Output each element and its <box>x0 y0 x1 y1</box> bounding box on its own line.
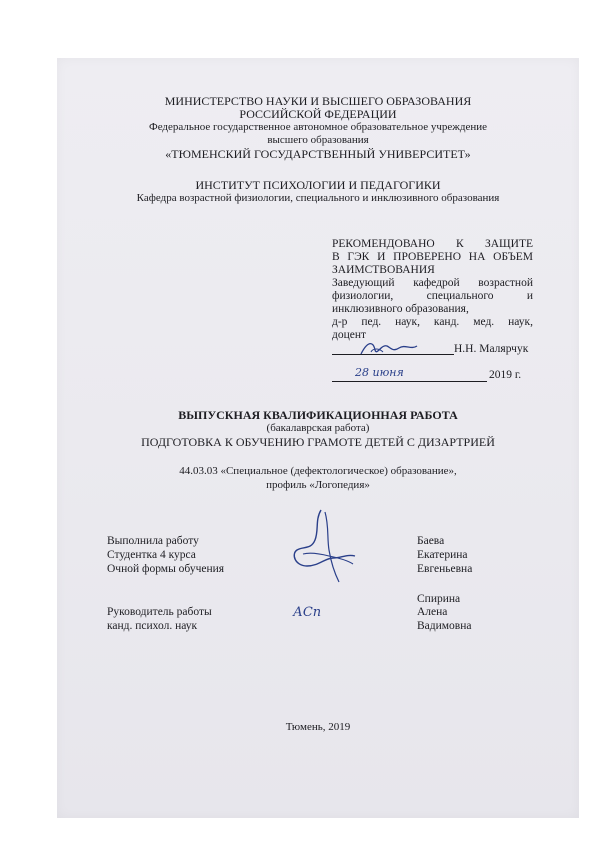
institution-line-2: высшего образования <box>267 134 369 146</box>
approval-line-3: ЗАИМСТВОВАНИЯ <box>332 264 435 276</box>
university-name: «ТЮМЕНСКИЙ ГОСУДАРСТВЕННЫЙ УНИВЕРСИТЕТ» <box>165 147 471 161</box>
approval-line-1: РЕКОМЕНДОВАНО К ЗАЩИТЕ <box>332 238 533 250</box>
student-label-3: Очной формы обучения <box>107 563 225 575</box>
work-title: ВЫПУСКНАЯ КВАЛИФИКАЦИОННАЯ РАБОТА <box>178 408 458 422</box>
approval-line-7: д-р пед. наук, канд. мед. наук, <box>332 316 533 328</box>
student-label-2: Студентка 4 курса <box>107 549 196 561</box>
ministry-line-1: МИНИСТЕРСТВО НАУКИ И ВЫСШЕГО ОБРАЗОВАНИЯ <box>164 94 472 108</box>
program-code: 44.03.03 «Специальное (дефектологическое) образование», <box>179 465 457 477</box>
work-topic: ПОДГОТОВКА К ОБУЧЕНИЮ ГРАМОТЕ ДЕТЕЙ С ДИЗАРТРИЕЙ <box>141 435 495 449</box>
supervisor-first-name: Алена <box>417 606 448 618</box>
student-patronymic: Евгеньевна <box>417 563 473 575</box>
student-first-name: Екатерина <box>417 549 468 561</box>
date-line <box>332 381 487 382</box>
approval-year: 2019 г. <box>489 369 522 381</box>
student-label-1: Выполнила работу <box>107 535 199 547</box>
supervisor-signature: АСп <box>293 605 322 620</box>
institution-line-1: Федеральное государственное автономное образовательное учреждение <box>149 121 487 133</box>
head-signature <box>357 336 427 360</box>
city-year: Тюмень, 2019 <box>285 721 351 733</box>
approval-line-5: физиологии, специального и <box>332 290 533 302</box>
ministry-line-2: РОССИЙСКОЙ ФЕДЕРАЦИИ <box>239 107 397 121</box>
program-profile: профиль «Логопедия» <box>266 479 370 491</box>
approval-line-2: В ГЭК И ПРОВЕРЕНО НА ОБЪЕМ <box>332 251 533 263</box>
approval-line-4: Заведующий кафедрой возрастной <box>332 277 533 289</box>
document-page <box>57 58 579 818</box>
institute-name: ИНСТИТУТ ПСИХОЛОГИИ И ПЕДАГОГИКИ <box>195 178 441 192</box>
work-subtitle: (бакалаврская работа) <box>266 422 370 434</box>
approval-line-6: инклюзивного образования, <box>332 303 469 315</box>
approval-line-8: доцент <box>332 329 367 341</box>
supervisor-label-2: канд. психол. наук <box>107 620 198 632</box>
student-signature <box>285 506 365 586</box>
student-surname: Баева <box>417 535 445 547</box>
department-name: Кафедра возрастной физиологии, специального и инклюзивного образования <box>136 192 500 204</box>
date-handwritten: 28 июня <box>355 366 404 379</box>
supervisor-label-1: Руководитель работы <box>107 606 212 618</box>
supervisor-patronymic: Вадимовна <box>417 620 472 632</box>
supervisor-surname: Спирина <box>417 593 461 605</box>
head-name: Н.Н. Малярчук <box>454 343 529 355</box>
